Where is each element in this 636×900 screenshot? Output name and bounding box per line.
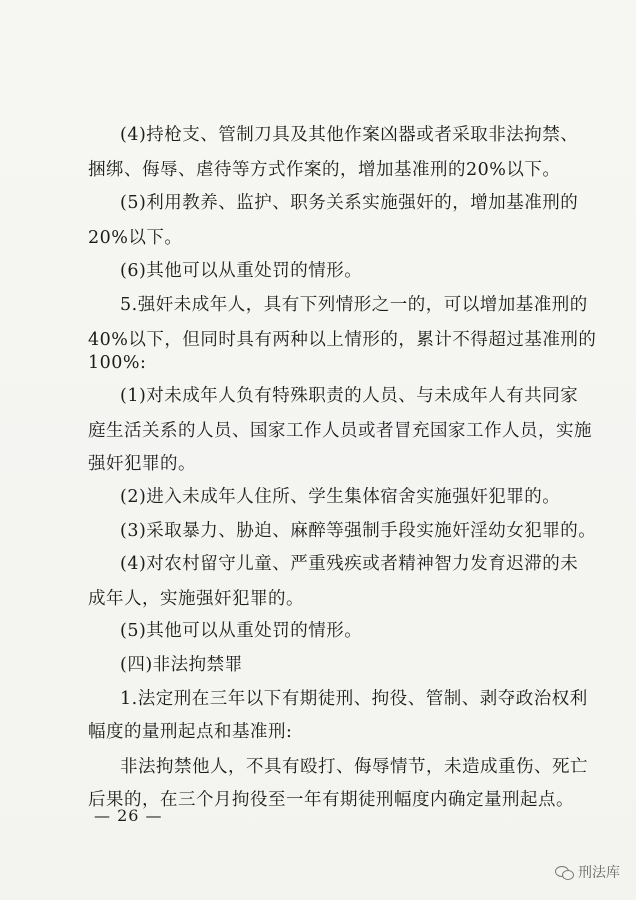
paragraph-line: 后果的，在三个月拘役至一年有期徒刑幅度内确定量刑起点。 (88, 790, 574, 810)
paragraph-line: 成年人，实施强奸犯罪的。 (88, 589, 304, 609)
paragraph-line: 100%: (88, 353, 147, 373)
paragraph-line: (5)其他可以从重处罚的情形。 (120, 621, 363, 641)
paragraph-line: (4)对农村留守儿童、严重残疾或者精神智力发育迟滞的未 (120, 554, 579, 574)
paragraph-line: 20%以下。 (88, 228, 183, 248)
paragraph-line: 强奸犯罪的。 (88, 454, 196, 474)
paragraph-line: 40%以下，但同时具有两种以上情形的，累计不得超过基准刑的 (88, 330, 597, 350)
paragraph-line: 庭生活关系的人员、国家工作人员或者冒充国家工作人员，实施 (88, 421, 592, 441)
watermark (555, 862, 620, 882)
paragraph-line: (1)对未成年人负有特殊职责的人员、与未成年人有共同家 (120, 386, 579, 406)
paragraph-line: (5)利用教养、监护、职务关系实施强奸的，增加基准刑的 (120, 193, 579, 213)
page-number: — 26 — (94, 806, 163, 825)
paragraph-line: 非法拘禁他人，不具有殴打、侮辱情节，未造成重伤、死亡 (120, 757, 588, 777)
watermark-text: 刑法库 (578, 865, 620, 881)
paragraph-line: (3)采取暴力、胁迫、麻醉等强制手段实施奸淫幼女犯罪的。 (120, 521, 597, 541)
paragraph-line: (6)其他可以从重处罚的情形。 (120, 261, 363, 281)
section-heading: (四)非法拘禁罪 (120, 655, 243, 675)
paragraph-line: 1.法定刑在三年以下有期徒刑、拘役、管制、剥夺政治权利 (120, 689, 588, 709)
paragraph-line: (2)进入未成年人住所、学生集体宿舍实施强奸犯罪的。 (120, 487, 561, 507)
paragraph-line: 捆绑、侮辱、虐待等方式作案的，增加基准刑的20%以下。 (88, 160, 561, 180)
paragraph-line: (4)持枪支、管制刀具及其他作案凶器或者采取非法拘禁、 (120, 125, 579, 145)
paragraph-line: 幅度的量刑起点和基准刑: (88, 722, 293, 742)
paragraph-line: 5.强奸未成年人，具有下列情形之一的，可以增加基准刑的 (120, 295, 588, 315)
wechat-icon (555, 865, 573, 879)
